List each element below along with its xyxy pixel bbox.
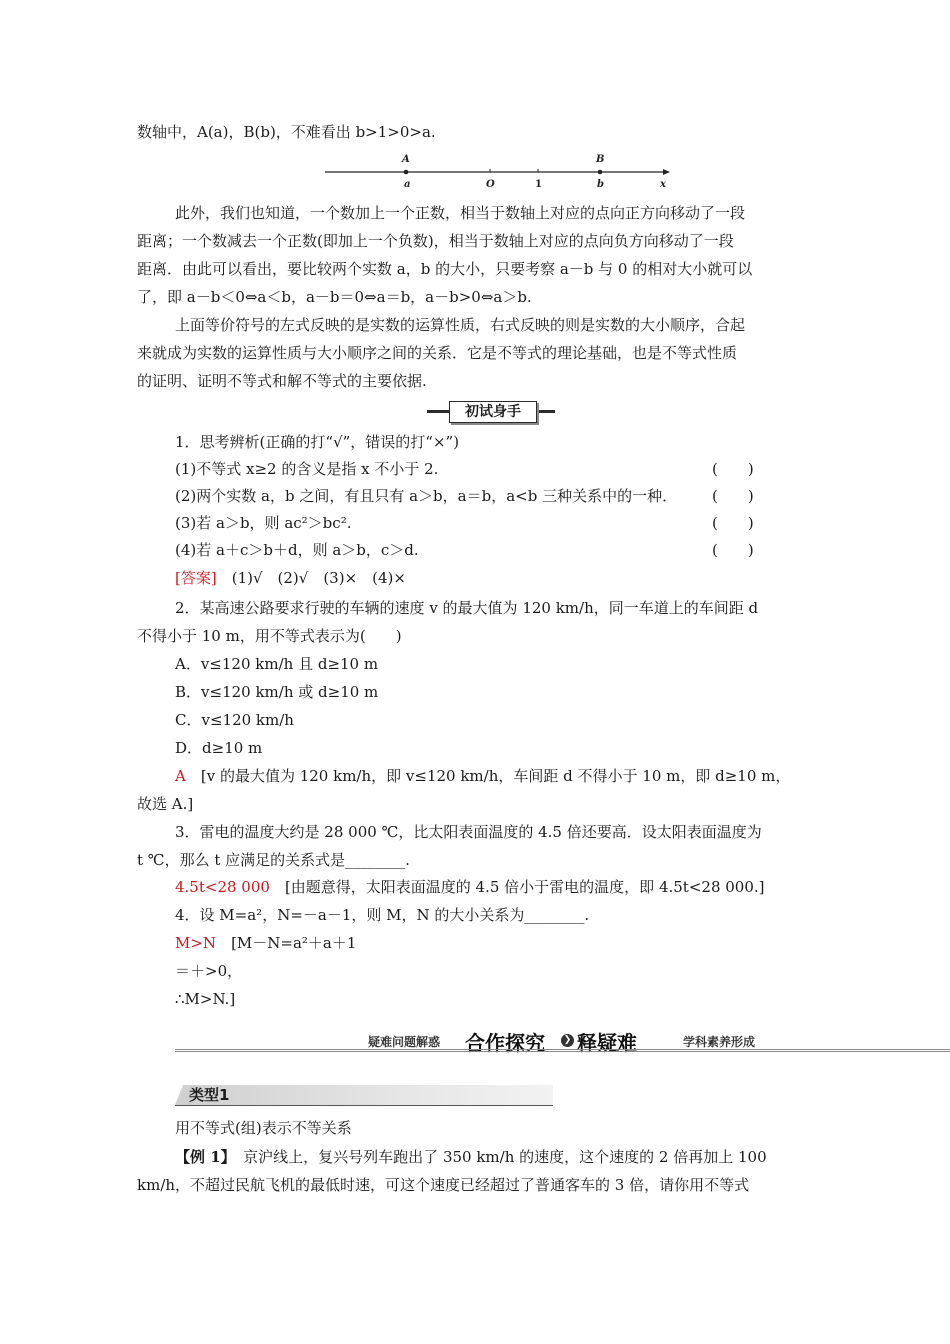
q2-option-b: B．v≤120 km/h 或 d≥10 m — [175, 683, 379, 701]
q2-option-d: D．d≥10 m — [175, 739, 263, 757]
point-b-label: B — [596, 154, 605, 165]
q1-item1-paren: ( ) — [712, 460, 754, 478]
q1-item2-paren: ( ) — [712, 487, 754, 505]
q2-stem-line2: 不得小于 10 m，用不等式表示为( ) — [137, 627, 402, 645]
section-header — [175, 1027, 950, 1057]
type-tag — [175, 1085, 553, 1107]
intro-line: 数轴中，A(a)，B(b)，不难看出 b>1>0>a. — [137, 123, 436, 141]
q1-answer-line — [175, 568, 406, 588]
q4-stem: 4．设 M=a²，N=－a－1，则 M，N 的大小关系为________. — [175, 906, 590, 924]
tick-b-label: b — [597, 179, 604, 190]
q1-answer: (1)√ (2)√ (3)× (4)× — [216, 569, 406, 587]
q3-stem-line1: 3．雷电的温度大约是 28 000 ℃，比太阳表面温度的 4.5 倍还要高．设太阳表面温度为 — [175, 823, 762, 841]
number-line-figure — [320, 150, 675, 192]
para1-line3: 距离．由此可以看出，要比较两个实数 a，b 的大小，只要考察 a－b 与 0 的相对大小就可以 — [137, 260, 753, 278]
section-header-left: 疑难问题解惑 — [368, 1035, 441, 1049]
chevron-right-icon: ❯ — [561, 1034, 574, 1047]
para1-line1: 此外，我们也知道，一个数加上一个正数，相当于数轴上对应的点向正方向移动了一段 — [175, 204, 746, 222]
section-header-title1: 合作探究 — [465, 1031, 545, 1055]
para1-line2: 距离；一个数减去一个正数(即加上一个负数)，相当于数轴上对应的点向负方向移动了一段 — [137, 232, 734, 250]
q1-item3-paren: ( ) — [712, 514, 754, 532]
tick-one-label: 1 — [535, 179, 542, 190]
section-header-rule — [175, 1049, 950, 1052]
q1-item1: (1)不等式 x≥2 的含义是指 x 不小于 2. — [175, 460, 439, 478]
origin-label: O — [486, 179, 495, 190]
para2-line2: 来就成为实数的运算性质与大小顺序之间的关系．它是不等式的理论基础，也是不等式性质 — [137, 344, 738, 362]
q2-explain-line1 — [175, 766, 790, 786]
section-header-right: 学科素养形成 — [683, 1035, 756, 1049]
try-banner-label: 初试身手 — [449, 401, 537, 423]
try-banner — [427, 400, 555, 422]
q3-answer: 4.5t<28 000 — [175, 878, 270, 896]
q1-item4-paren: ( ) — [712, 541, 754, 559]
q1-item3: (3)若 a＞b，则 ac²＞bc². — [175, 514, 352, 532]
q2-answer-letter: A — [175, 767, 186, 785]
q1-stem: 1．思考辨析(正确的打“√”，错误的打“×”) — [175, 433, 460, 451]
q3-stem-line2: t ℃，那么 t 应满足的关系式是________. — [137, 851, 410, 869]
tick-a-label: a — [404, 179, 411, 190]
example-line2: km/h，不超过民航飞机的最低时速，可这个速度已经超过了普通客车的 3 倍，请你用不等式 — [137, 1176, 750, 1194]
q2-explain1: [v 的最大值为 120 km/h，即 v≤120 km/h，车间距 d 不得小于 10 m，即 d≥10 m， — [185, 767, 791, 785]
para2-line3: 的证明、证明不等式和解不等式的主要依据. — [137, 372, 427, 390]
para2-line1: 上面等价符号的左式反映的是实数的运算性质，右式反映的则是实数的大小顺序，合起 — [175, 316, 746, 334]
q2-option-a: A．v≤120 km/h 且 d≥10 m — [175, 655, 379, 673]
type-title: 用不等式(组)表示不等关系 — [175, 1119, 352, 1137]
example-line1 — [175, 1147, 767, 1167]
type-tag-label: 类型1 — [189, 1086, 230, 1104]
q4-explain-line2: ＝＋>0， — [175, 962, 243, 980]
q4-answer-line — [175, 933, 356, 953]
para1-line4: 了，即 a－b＜0⇔a＜b，a－b＝0⇔a＝b，a－b>0⇔a＞b. — [137, 288, 532, 306]
q2-stem-line1: 2．某高速公路要求行驶的车辆的速度 v 的最大值为 120 km/h，同一车道上的车间距 d — [175, 599, 759, 617]
q1-item2: (2)两个实数 a，b 之间，有且只有 a＞b，a＝b，a<b 三种关系中的一种． — [175, 487, 678, 505]
q4-explain1: [M－N=a²＋a＋1 — [216, 934, 357, 952]
q3-answer-line — [175, 877, 765, 897]
axis-x-label: x — [660, 179, 666, 190]
q1-item4: (4)若 a＋c＞b＋d，则 a＞b，c＞d. — [175, 541, 419, 559]
example-tag: 【例 1】 — [175, 1148, 229, 1166]
q4-answer: M>N — [175, 934, 217, 952]
q4-explain-line3: ∴M>N.] — [175, 990, 236, 1008]
q2-explain-line2: 故选 A.] — [137, 795, 194, 813]
q3-explain: [由题意得，太阳表面温度的 4.5 倍小于雷电的温度，即 4.5t<28 000.] — [269, 878, 765, 896]
q2-option-c: C．v≤120 km/h — [175, 711, 294, 729]
q1-answer-tag: [答案] — [175, 569, 217, 587]
section-header-title2: 释疑难 — [577, 1031, 637, 1055]
point-a-label: A — [402, 154, 410, 165]
example-text1: 京沪线上，复兴号列车跑出了 350 km/h 的速度，这个速度的 2 倍再加上 100 — [228, 1148, 767, 1166]
